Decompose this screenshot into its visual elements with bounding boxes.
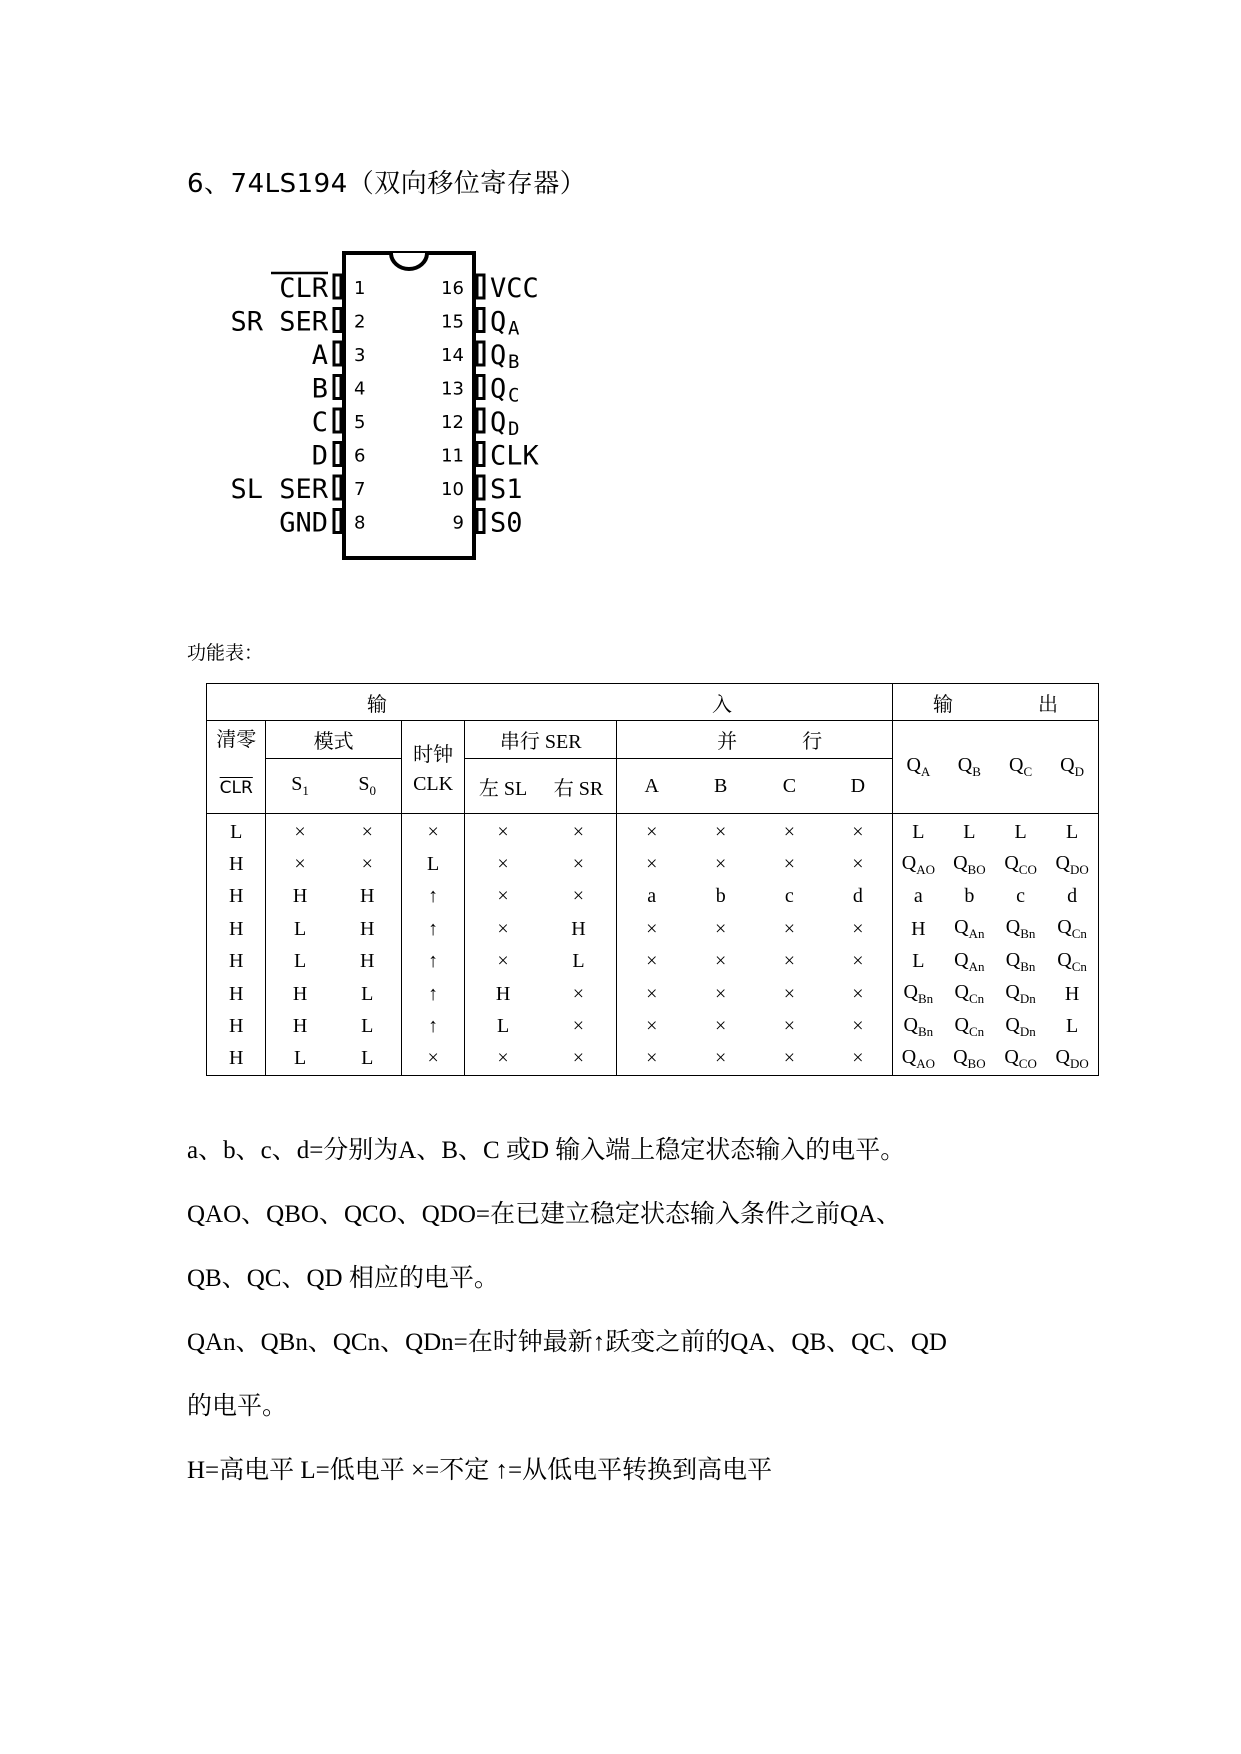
- table-cell: ×: [715, 982, 727, 1005]
- table-cell: $Q_{Cn}$: [954, 1013, 985, 1039]
- table-cell: c: [784, 885, 794, 908]
- pin-label: SR SER: [230, 306, 328, 338]
- table-cell: H: [207, 881, 266, 913]
- table-cell: $Q_{Dn}$: [1005, 981, 1036, 1007]
- table-cell: ×: [294, 820, 306, 843]
- table-cell: ×: [334, 814, 402, 849]
- note-line: a、b、c、d=分别为A、B、C 或D 输入端上稳定状态输入的电平。: [187, 1137, 906, 1164]
- table-cell: H: [541, 913, 617, 945]
- table-cell: ×: [715, 917, 727, 940]
- pin-label: CLR: [279, 273, 328, 304]
- pin-stub: [477, 443, 484, 466]
- table-cell: ×: [465, 1043, 541, 1076]
- table-cell: a: [913, 885, 923, 908]
- table-cell: L: [266, 1043, 334, 1076]
- table-cell: ×: [715, 950, 727, 973]
- function-table: [206, 683, 1099, 1076]
- note-line: QAn、QBn、QCn、QDn=在时钟最新↑跃变之前的QA、QB、QC、QD: [187, 1329, 947, 1356]
- table-row: [207, 814, 1099, 849]
- pin-stub: [334, 376, 341, 399]
- table-cell: ×: [497, 885, 509, 908]
- pin-number: 13: [441, 378, 464, 400]
- table-cell: ×: [646, 1015, 658, 1038]
- table-cell: $Q_{Cn}$: [1046, 946, 1098, 978]
- pin-label: S0: [490, 507, 523, 539]
- table-cell: ×: [617, 1043, 687, 1076]
- pin-label: GND: [279, 507, 328, 539]
- pin-label: B: [311, 373, 328, 405]
- table-cell: ×: [824, 978, 893, 1010]
- a-header: A: [617, 759, 687, 814]
- table-cell: H: [207, 1043, 266, 1076]
- table-cell: L: [1046, 1010, 1098, 1042]
- note-line: QB、QC、QD 相应的电平。: [187, 1265, 499, 1292]
- table-cell: H: [495, 982, 511, 1005]
- table-cell: L: [334, 978, 402, 1010]
- table-cell: $Q_{AO}$: [901, 851, 935, 877]
- table-cell: H: [334, 881, 402, 913]
- table-cell: $Q_{Bn}$: [1005, 916, 1036, 942]
- table-cell: ×: [686, 1043, 755, 1076]
- pin-number: 9: [452, 512, 464, 534]
- s1-header: $S_1$: [266, 759, 334, 814]
- d-header: D: [824, 759, 893, 814]
- table-cell: d: [824, 881, 893, 913]
- pin-number: 16: [441, 278, 464, 299]
- table-cell: ×: [783, 982, 796, 1005]
- pin-label: SL SER: [230, 474, 328, 505]
- serial-header: 串行 SER: [465, 721, 617, 759]
- table-row: [207, 978, 1099, 1010]
- pin-number: 10: [441, 479, 464, 500]
- table-cell: ×: [497, 820, 509, 843]
- table-cell: L: [541, 946, 617, 978]
- qa-header: $Q_A$: [893, 721, 944, 814]
- table-cell: ×: [783, 1015, 796, 1038]
- table-cell: $Q_{Bn}$: [1005, 948, 1036, 974]
- table-cell: ×: [334, 848, 402, 880]
- table-cell: H: [1046, 978, 1098, 1010]
- qd-header: $Q_D$: [1046, 721, 1098, 814]
- table-cell: ×: [497, 950, 509, 973]
- table-cell: ↑: [401, 946, 465, 978]
- table-cell: ×: [783, 853, 796, 876]
- table-row: [207, 848, 1099, 880]
- note-line: 的电平。: [187, 1393, 288, 1420]
- pin-stub: [477, 342, 484, 365]
- clock-header: 时钟 CLK: [401, 721, 465, 814]
- b-header: B: [686, 759, 755, 814]
- table-cell: $Q_{Bn}$: [903, 981, 934, 1007]
- pin-number: 4: [354, 378, 366, 400]
- pin-label: CLK: [490, 440, 539, 472]
- pin-number: 3: [354, 345, 366, 366]
- table-cell: ×: [824, 848, 893, 880]
- pin-stub: [477, 409, 484, 432]
- pin-stub: [334, 309, 341, 332]
- table-cell: $Q_{CO}$: [1004, 851, 1037, 877]
- s0-header: $S_0$: [334, 759, 402, 814]
- table-cell: $Q_{DO}$: [1046, 1043, 1098, 1076]
- table-cell: L: [293, 950, 307, 973]
- table-cell: $Q_{An}$: [954, 948, 985, 974]
- table-cell: ×: [541, 978, 617, 1010]
- c-header: C: [755, 759, 824, 814]
- table-cell: ×: [497, 917, 509, 940]
- pin-number: 6: [354, 445, 366, 467]
- pin-number: 5: [354, 412, 366, 433]
- table-cell: ×: [646, 820, 658, 843]
- table-cell: ×: [824, 1010, 893, 1042]
- pin-stub: [334, 275, 341, 298]
- table-cell: ×: [646, 853, 658, 876]
- table-cell: L: [401, 848, 465, 880]
- table-cell: ×: [646, 950, 658, 973]
- pin-stub: [334, 443, 341, 466]
- table-cell: $Q_{BO}$: [953, 851, 986, 877]
- table-cell: H: [207, 1010, 266, 1042]
- table-cell: H: [207, 978, 266, 1010]
- table-cell: H: [911, 917, 926, 940]
- table-cell: ↑: [401, 881, 465, 913]
- pin-label: Q: [490, 373, 507, 405]
- pin-stub: [334, 510, 341, 533]
- table-cell: L: [334, 1043, 402, 1076]
- pin-number: 7: [354, 479, 366, 500]
- table-cell: L: [912, 820, 925, 843]
- right-sr-header: 右 SR: [541, 759, 617, 814]
- table-cell: ×: [401, 814, 465, 849]
- table-row: [207, 1043, 1099, 1076]
- pin-number: 11: [441, 445, 464, 467]
- table-cell: $Q_{Cn}$: [1046, 913, 1098, 945]
- table-cell: ×: [824, 913, 893, 945]
- pin-label-sub: B: [508, 351, 520, 373]
- table-cell: L: [912, 950, 925, 973]
- table-cell: ×: [755, 1043, 824, 1076]
- pin-label: VCC: [490, 273, 539, 304]
- table-cell: $Q_{CO}$: [995, 1043, 1046, 1076]
- table-cell: ↑: [401, 913, 465, 945]
- table-cell: L: [293, 917, 307, 940]
- table-cell: H: [207, 848, 266, 880]
- clear-header: 清零 $\overline{CLR}$: [207, 721, 266, 814]
- table-cell: ↑: [401, 978, 465, 1010]
- function-table-body: [207, 814, 1099, 1076]
- table-cell: ×: [824, 946, 893, 978]
- pin-label: C: [311, 407, 328, 438]
- pin-number: 15: [441, 311, 464, 333]
- input-group-header: 输 入: [207, 684, 893, 721]
- pin-number: 2: [354, 311, 366, 333]
- pin-stub: [477, 275, 484, 298]
- pin-label-sub: D: [508, 418, 520, 440]
- table-cell: ×: [646, 982, 658, 1005]
- table-cell: ×: [294, 853, 306, 876]
- table-cell: H: [334, 913, 402, 945]
- table-cell: H: [292, 1015, 308, 1038]
- table-cell: L: [1014, 820, 1027, 843]
- mode-header: 模式: [266, 721, 401, 759]
- pin-stub: [477, 476, 484, 499]
- left-sl-header: 左 SL: [465, 759, 541, 814]
- pin-label: Q: [490, 340, 507, 371]
- table-row: [207, 946, 1099, 978]
- table-cell: ×: [401, 1043, 465, 1076]
- table-cell: b: [964, 885, 975, 908]
- output-group-header: 输 出: [893, 684, 1099, 721]
- table-cell: ×: [541, 1010, 617, 1042]
- table-cell: ×: [783, 950, 796, 973]
- table-cell: ×: [783, 917, 796, 940]
- table-cell: ×: [715, 820, 727, 843]
- table-cell: c: [1016, 885, 1026, 908]
- pin-label-sub: C: [508, 384, 520, 407]
- pin-number: 12: [441, 412, 464, 433]
- pin-number: 14: [441, 345, 464, 366]
- table-cell: ×: [497, 853, 509, 876]
- table-cell: d: [1046, 881, 1098, 913]
- table-cell: $Q_{Cn}$: [954, 981, 985, 1007]
- pinout-diagram: [190, 243, 590, 573]
- pin-stub: [477, 510, 484, 533]
- table-cell: H: [292, 982, 308, 1005]
- table-cell: ×: [824, 814, 893, 849]
- table-cell: b: [715, 885, 726, 908]
- table-cell: L: [207, 814, 266, 849]
- table-cell: $Q_{DO}$: [1046, 848, 1098, 880]
- table-cell: ×: [646, 917, 658, 940]
- table-cell: ×: [541, 814, 617, 849]
- table-cell: H: [207, 913, 266, 945]
- table-cell: L: [496, 1015, 510, 1038]
- table-cell: a: [647, 885, 657, 908]
- table-cell: ×: [824, 1043, 893, 1076]
- pin-number: 1: [354, 278, 366, 299]
- pin-label: Q: [490, 306, 507, 338]
- pin-stub: [334, 476, 341, 499]
- table-cell: ↑: [401, 1010, 465, 1042]
- pin-label: A: [311, 340, 328, 371]
- pin-stub: [334, 409, 341, 432]
- table-cell: $Q_{An}$: [954, 916, 985, 942]
- function-table-caption: 功能表：: [187, 642, 264, 664]
- table-cell: ×: [715, 1015, 727, 1038]
- table-row: [207, 1010, 1099, 1042]
- qc-header: $Q_C$: [995, 721, 1046, 814]
- table-cell: H: [334, 946, 402, 978]
- table-cell: L: [963, 820, 976, 843]
- note-line: H=高电平 L=低电平 ×=不定 ↑=从低电平转换到高电平: [187, 1457, 773, 1484]
- table-cell: L: [334, 1010, 402, 1042]
- table-row: [207, 913, 1099, 945]
- table-cell: ×: [541, 848, 617, 880]
- table-cell: $Q_{Bn}$: [903, 1013, 934, 1039]
- qb-header: $Q_B$: [944, 721, 995, 814]
- chip-notch: [391, 253, 427, 269]
- pin-label: S1: [490, 474, 523, 505]
- pin-stub: [477, 376, 484, 399]
- table-cell: H: [207, 946, 266, 978]
- table-cell: $Q_{BO}$: [944, 1043, 995, 1076]
- pin-stub: [334, 342, 341, 365]
- pin-label: D: [311, 440, 328, 472]
- parallel-header: 并 行: [617, 721, 893, 759]
- table-cell: H: [292, 885, 308, 908]
- note-line: QAO、QBO、QCO、QDO=在已建立稳定状态输入条件之前QA、: [187, 1201, 902, 1228]
- table-cell: $Q_{Dn}$: [1005, 1013, 1036, 1039]
- table-row: [207, 881, 1099, 913]
- section-heading: 6、74LS194（双向移位寄存器）: [187, 169, 587, 199]
- pin-label: Q: [490, 407, 507, 438]
- table-cell: ×: [541, 1043, 617, 1076]
- pin-label-sub: A: [508, 317, 520, 340]
- table-cell: ×: [541, 881, 617, 913]
- pin-number: 8: [354, 512, 366, 534]
- table-cell: $Q_{AO}$: [893, 1043, 944, 1076]
- table-cell: ×: [783, 820, 796, 843]
- pin-stub: [477, 309, 484, 332]
- table-cell: ×: [715, 853, 727, 876]
- table-cell: L: [1046, 814, 1098, 849]
